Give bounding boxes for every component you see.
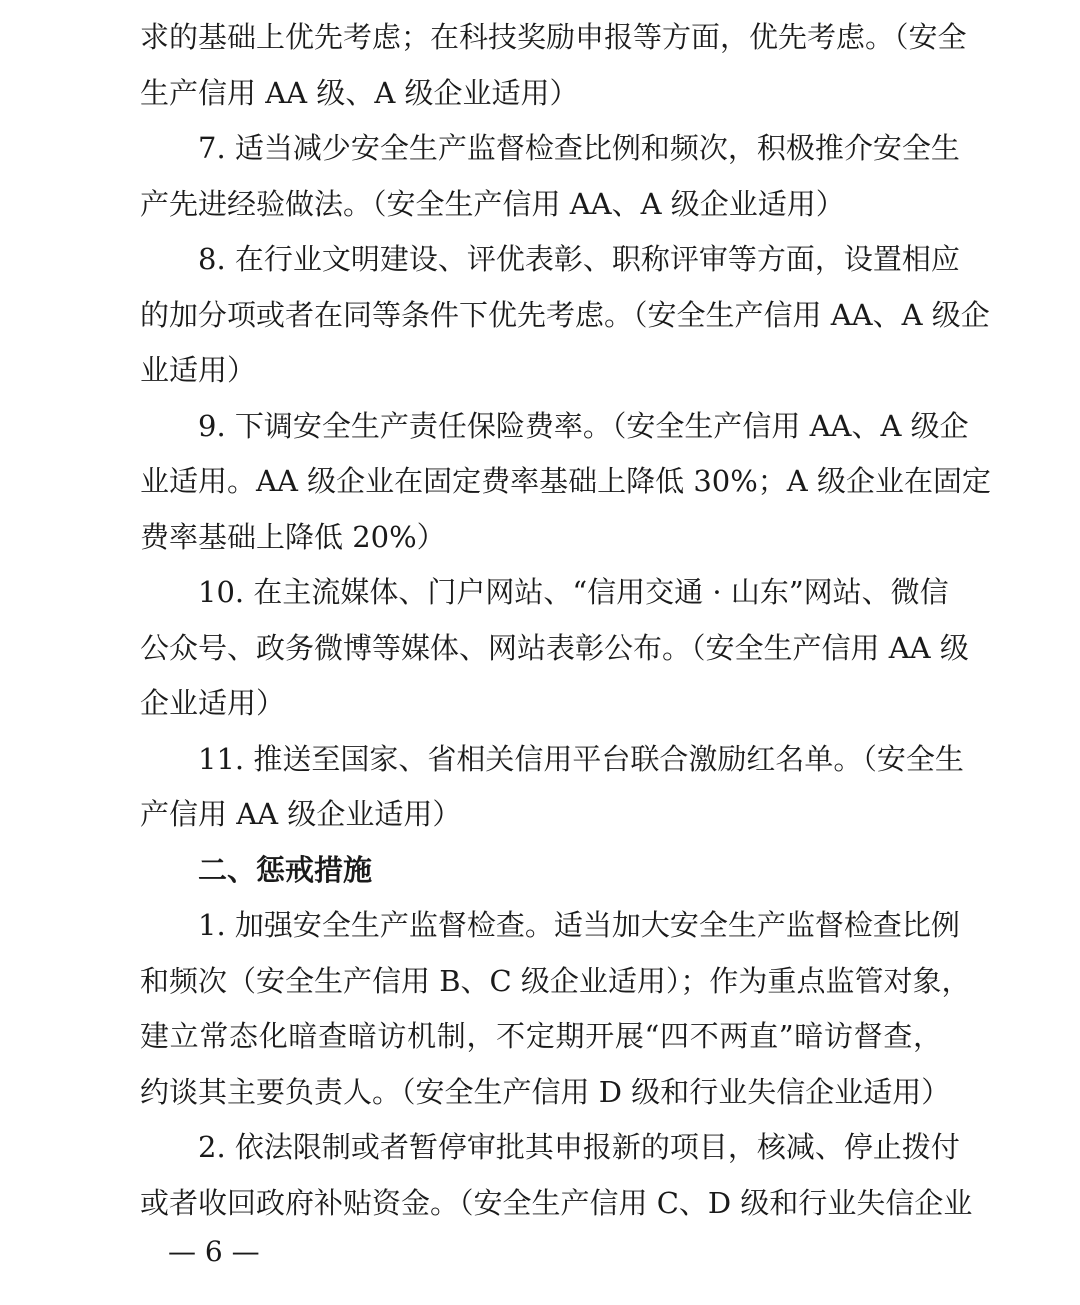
- text-line: 产信用 AA 级企业适用）: [140, 797, 462, 831]
- text-line: 8. 在行业文明建设、评优表彰、职称评审等方面，设置相应: [198, 242, 960, 276]
- text-line: 和频次（安全生产信用 B、C 级企业适用）；作为重点监管对象，: [140, 963, 971, 998]
- text-line: 费率基础上降低 20%）: [140, 519, 446, 554]
- text-line: 2. 依法限制或者暂停审批其申报新的项目，核减、停止拨付: [198, 1130, 960, 1164]
- text-line: 11. 推送至国家、省相关信用平台联合激励红名单。（安全生: [198, 741, 964, 776]
- section-heading: 二、惩戒措施: [198, 852, 373, 887]
- text-line: 企业适用）: [140, 686, 286, 720]
- text-line: 1. 加强安全生产监督检查。适当加大安全生产监督检查比例: [198, 908, 960, 942]
- document-body: [140, 10, 991, 1231]
- text-line: 公众号、政务微博等媒体、网站表彰公布。（安全生产信用 AA 级: [140, 630, 969, 665]
- text-line: 的加分项或者在同等条件下优先考虑。（安全生产信用 AA、A 级企: [140, 297, 990, 332]
- text-line: 建立常态化暗查暗访机制，不定期开展“四不两直”暗访督查，: [140, 1019, 942, 1053]
- text-line: 或者收回政府补贴资金。（安全生产信用 C、D 级和行业失信企业: [140, 1185, 973, 1220]
- text-line: 7. 适当减少安全生产监督检查比例和频次，积极推介安全生: [198, 131, 960, 165]
- page-number: — 6 —: [168, 1235, 260, 1268]
- text-line: 约谈其主要负责人。（安全生产信用 D 级和行业失信企业适用）: [140, 1074, 951, 1109]
- text-line: 业适用。AA 级企业在固定费率基础上降低 30%；A 级企业在固定: [140, 464, 991, 498]
- text-line: 9. 下调安全生产责任保险费率。（安全生产信用 AA、A 级企: [198, 408, 969, 443]
- text-line: 产先进经验做法。（安全生产信用 AA、A 级企业适用）: [140, 186, 845, 221]
- text-line: 业适用）: [140, 353, 257, 387]
- text-line: 生产信用 AA 级、A 级企业适用）: [140, 75, 579, 110]
- text-line: 10. 在主流媒体、门户网站、“信用交通 · 山东”网站、微信: [198, 575, 949, 609]
- text-line: 求的基础上优先考虑；在科技奖励申报等方面，优先考虑。（安全: [140, 20, 967, 54]
